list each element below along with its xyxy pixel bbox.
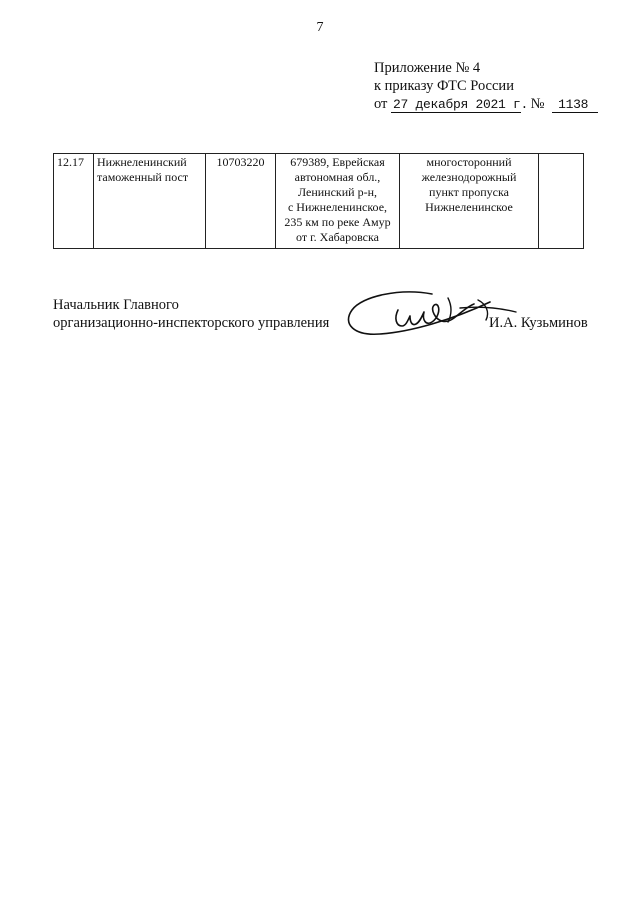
extra-column xyxy=(539,154,584,249)
post-name xyxy=(94,154,206,249)
number-sign: № xyxy=(530,96,545,112)
address-line: автономная обл., xyxy=(294,170,381,184)
appendix-date-line xyxy=(374,95,598,113)
post-name-line: таможенный пост xyxy=(97,170,189,184)
date-prefix: от xyxy=(374,96,388,112)
table-row xyxy=(54,154,584,249)
post-address xyxy=(276,154,400,249)
appendix-order-ref: к приказу ФТС России xyxy=(374,78,514,94)
order-date: 27 декабря 2021 г. xyxy=(393,97,529,112)
checkpoint-line: железнодорожный xyxy=(421,170,517,184)
customs-table xyxy=(53,153,584,249)
post-name-line: Нижнеленинский xyxy=(97,155,187,169)
checkpoint-line: Нижнеленинское xyxy=(425,200,513,214)
order-number: 1138 xyxy=(552,97,598,113)
address-line: от г. Хабаровска xyxy=(296,230,379,244)
post-code: 10703220 xyxy=(206,154,276,249)
address-line: 679389, Еврейская xyxy=(290,155,385,169)
address-line: 235 км по реке Амур xyxy=(284,215,391,229)
signer-name: И.А. Кузьминов xyxy=(489,315,588,331)
checkpoint xyxy=(400,154,539,249)
signatory-title-line2: организационно-инспекторского управления xyxy=(53,315,330,331)
checkpoint-line: пункт пропуска xyxy=(429,185,509,199)
appendix-header xyxy=(374,59,598,113)
signatory-title-line1: Начальник Главного xyxy=(53,297,179,313)
address-line: Ленинский р-н, xyxy=(297,185,378,199)
row-index: 12.17 xyxy=(54,154,94,249)
appendix-title: Приложение № 4 xyxy=(374,60,481,76)
address-line: с Нижнеленинское, xyxy=(287,200,388,214)
signatory-title xyxy=(53,296,329,332)
checkpoint-line: многосторонний xyxy=(426,155,512,169)
page-number: 7 xyxy=(316,20,324,35)
